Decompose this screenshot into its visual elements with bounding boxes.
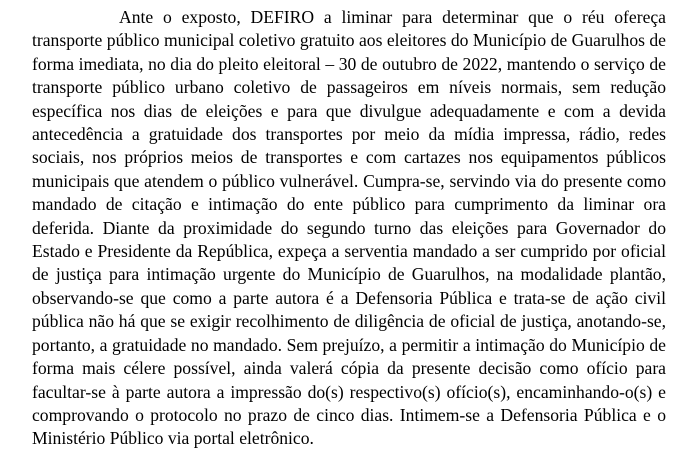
decision-paragraph: Ante o exposto, DEFIRO a liminar para determinar que o réu ofereça transporte público municipal coletivo gratuito aos eleitores do Município de Guarulhos de forma imediata, no dia do pleito eleitoral – 30 de outubro de 2022, mantendo o serviço de transporte público urbano coletivo de passageiros em níveis normais, sem redução específica nos dias de eleições e para que divulgue adequadamente e com a devida antecedência a gratuidade dos transportes por meio da mídia impressa, rádio, redes sociais, nos próprios meios de transportes e com cartazes nos equipamentos públicos municipais que atendem o público vulnerável. Cumpra-se, servindo via do presente como mandado de citação e intimação do ente público para cumprimento da liminar ora deferida. Diante da proximidade do segundo turno das eleições para Governador do Estado e Presidente da República, expeça a serventia mandado a ser cumprido por oficial de justiça para intimação urgente do Município de Guarulhos, na modalidade plantão, observando-se que como a parte autora é a Defensoria Pública e trata-se de ação civil pública não há que se exigir recolhimento de diligência de oficial de justiça, anotando-se, portanto, a gratuidade no mandado. Sem prejuízo, a permitir a intimação do Município de forma mais célere possível, ainda valerá cópia da presente decisão como ofício para facultar-se à parte autora a impressão do(s) respectivo(s) ofício(s), encaminhando-o(s) e comprovando o protocolo no prazo de cinco dias. Intimem-se a Defensoria Pública e o Ministério Público via portal eletrônico. (32, 7, 666, 449)
